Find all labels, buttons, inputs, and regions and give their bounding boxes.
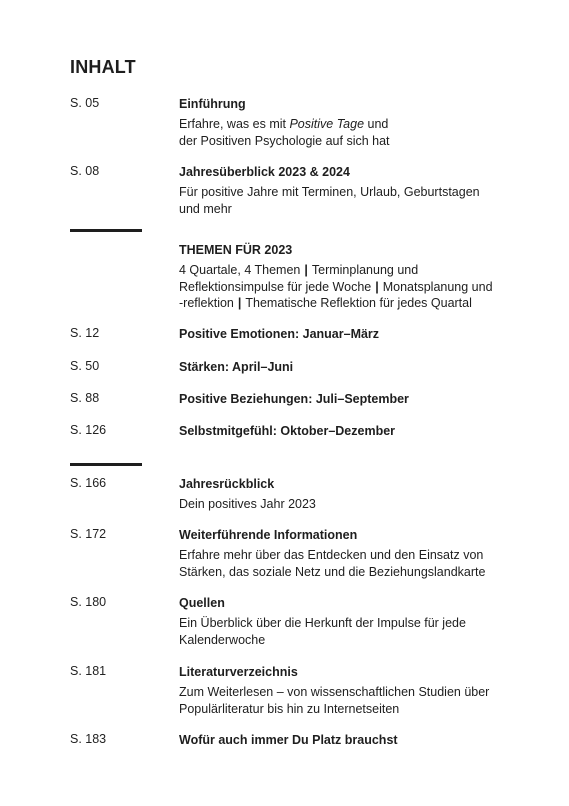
toc-heading: THEMEN FÜR 2023 [179, 243, 293, 257]
toc-page-number: S. 126 [70, 423, 107, 437]
toc-page-number: S. 172 [70, 527, 107, 541]
toc-heading: Quellen [179, 596, 225, 610]
toc-description [179, 684, 519, 717]
toc-heading: Jahresrückblick [179, 477, 275, 491]
toc-description-text: Erfahre, was es mit [179, 117, 290, 131]
toc-description-text: Kalenderwoche [179, 632, 266, 647]
toc-heading: Wofür auch immer Du Platz brauchst [179, 733, 398, 747]
toc-heading: Positive Emotionen: Januar–März [179, 327, 380, 341]
toc-description-text: Erfahre mehr über das Entdecken und den Einsatz von [179, 548, 484, 562]
toc-description-text: Ein Überblick über die Herkunft der Impulse für jede [179, 616, 466, 630]
toc-page-number: S. 166 [70, 476, 107, 490]
toc-heading: Stärken: April–Juni [179, 360, 294, 374]
toc-page-number: S. 05 [70, 96, 100, 110]
toc-description-text: 4 Quartale, 4 Themen [179, 263, 301, 277]
separator: | [237, 296, 242, 310]
toc-page-number: S. 08 [70, 164, 100, 178]
toc-heading: Positive Beziehungen: Juli–September [179, 392, 409, 406]
page-title: INHALT [70, 57, 136, 77]
toc-description-text: Stärken, das soziale Netz und die Beziehungslandkarte [179, 564, 486, 579]
toc-page-number: S. 180 [70, 595, 107, 609]
toc-description-text: Zum Weiterlesen – von wissenschaftlichen Studien über [179, 685, 490, 699]
toc-description [179, 184, 519, 217]
toc-page-number: S. 88 [70, 391, 100, 405]
toc-description-text: und [364, 117, 389, 131]
toc-description [179, 116, 519, 149]
toc-description-text: der Positiven Psychologie auf sich hat [179, 133, 390, 148]
toc-heading: Jahresüberblick 2023 & 2024 [179, 165, 350, 179]
toc-description-text: Thematische Reflektion für jedes Quartal [245, 296, 472, 310]
toc-description-text: Populärliteratur bis hin zu Internetseiten [179, 701, 400, 716]
toc-description [179, 615, 519, 648]
toc-description-text: und mehr [179, 201, 232, 216]
toc-description [179, 262, 519, 312]
toc-heading: Weiterführende Informationen [179, 528, 358, 542]
section-divider [70, 229, 142, 232]
separator: | [304, 263, 308, 277]
toc-description-text: -reflektion [179, 296, 234, 310]
section-divider [70, 463, 142, 466]
toc-description-text: Monatsplanung und [382, 279, 493, 294]
toc-description-emphasis: Positive Tage [289, 117, 365, 131]
toc-page-number: S. 181 [70, 664, 107, 678]
separator: | [375, 279, 379, 294]
toc-heading: Literaturverzeichnis [179, 665, 298, 679]
toc-heading: Selbstmitgefühl: Oktober–Dezember [179, 424, 396, 438]
toc-page-number: S. 50 [70, 359, 100, 373]
toc-description-text: Terminplanung und [311, 263, 419, 277]
toc-description-text: Für positive Jahre mit Terminen, Urlaub, Geburtstagen [179, 185, 480, 199]
toc-description [179, 547, 519, 580]
toc-page-number: S. 183 [70, 732, 107, 746]
toc-description: Dein positives Jahr 2023 [179, 497, 316, 511]
toc-heading: Einführung [179, 97, 246, 111]
toc-description-text: Reflektionsimpulse für jede Woche [179, 279, 372, 294]
toc-page-number: S. 12 [70, 326, 100, 340]
